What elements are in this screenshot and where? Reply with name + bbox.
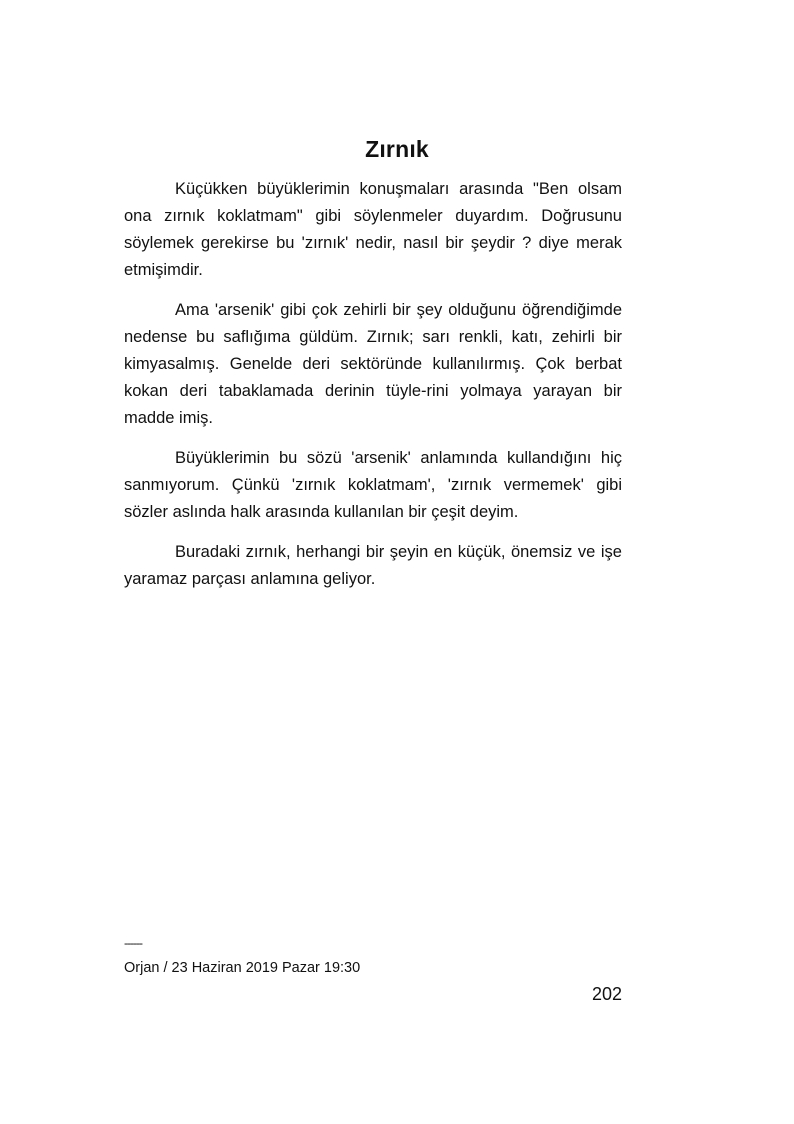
page-number: 202	[591, 984, 622, 1004]
paragraph-1: Küçükken büyüklerimin konuşmaları arasında "Ben olsam ona zırnık koklatmam" gibi söylenmeler duyardım. Doğrusunu söylemek gerekirse bu 'zırnık' nedir, nasıl bir şeydir ? diye merak etmişimdir.	[124, 180, 622, 279]
article-body	[124, 176, 622, 606]
page-title: Zırnık	[365, 136, 429, 162]
paragraph-2: Ama 'arsenik' gibi çok zehirli bir şey olduğunu öğrendiğimde nedense bu saflığıma güldüm. Zırnık; sarı renkli, katı, zehirli bir kimyasalmış. Genelde deri sektöründe kullanılırmış. Çok berbat kokan deri tabaklamada derinin tüyle-rini yolmaya yarayan bir madde imiş.	[124, 301, 622, 427]
paragraph-3: Büyüklerimin bu sözü 'arsenik' anlamında kullandığını hiç sanmıyorum. Çünkü 'zırnık koklatmam', 'zırnık vermemek' gibi sözler aslında halk arasında kullanılan bir çeşit deyim.	[124, 449, 622, 521]
footnote-separator: ------	[124, 936, 142, 950]
paragraph-4: Buradaki zırnık, herhangi bir şeyin en küçük, önemsiz ve işe yaramaz parçası anlamına geliyor.	[124, 543, 622, 588]
footnote: Orjan / 23 Haziran 2019 Pazar 19:30	[124, 960, 361, 976]
